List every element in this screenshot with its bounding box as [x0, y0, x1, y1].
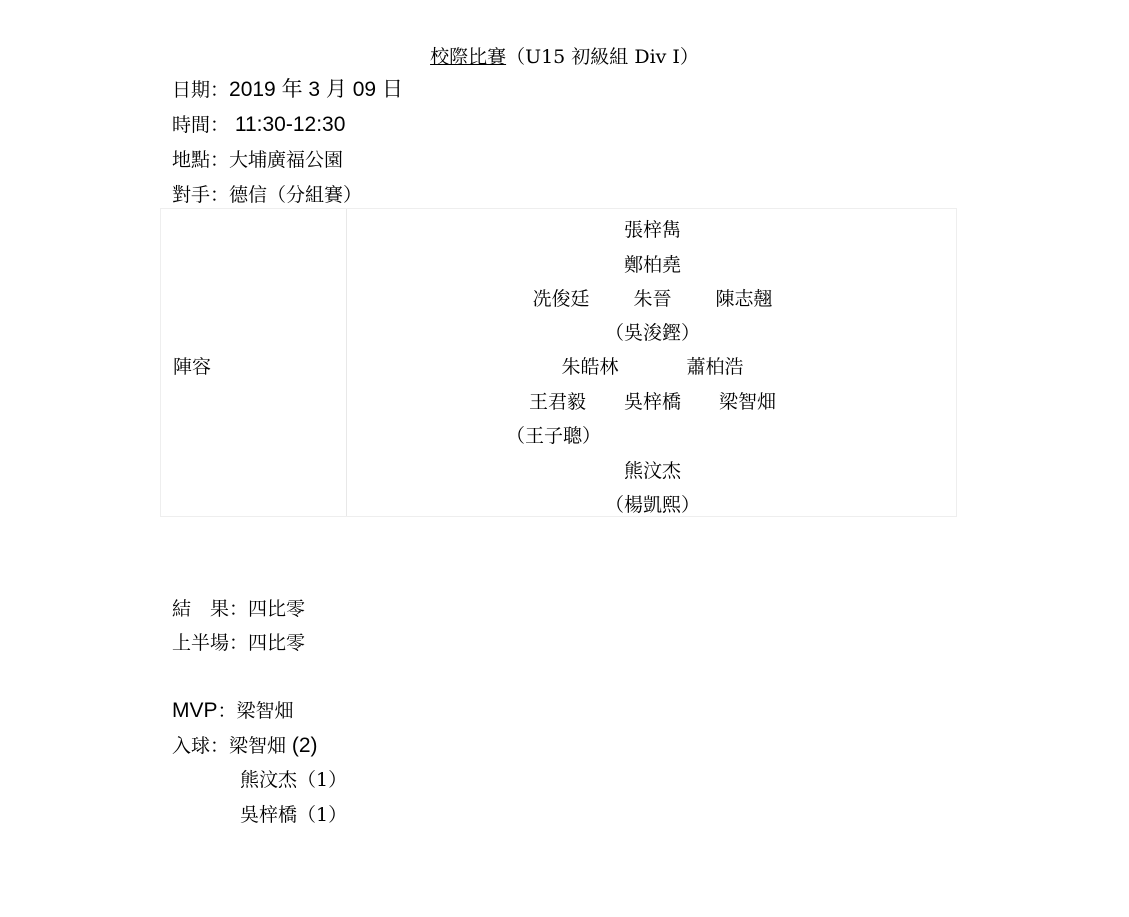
- scorer-count: （1）: [297, 804, 348, 826]
- scorer-count: (2): [286, 734, 318, 757]
- lineup-striker-sub: （楊凱熙）: [604, 494, 700, 516]
- mvp-line: [172, 698, 294, 724]
- final-result-label: 結 果：: [172, 598, 249, 620]
- venue-line: [172, 147, 343, 173]
- lineup-midfield-three-row: [347, 389, 958, 415]
- mvp-label: MVP: [172, 699, 218, 722]
- lineup-defender: 朱晉: [633, 288, 672, 310]
- lineup-defense-sub: （吳浚鏗）: [604, 322, 700, 344]
- opponent-line: [172, 182, 362, 208]
- mvp-value: 梁智畑: [236, 700, 294, 722]
- title-main: 校際比賽: [430, 46, 507, 68]
- half-time-line: [172, 630, 305, 656]
- lineup-defender: 陳志翹: [715, 288, 773, 310]
- date-value: 2019 年 3 月 09 日: [229, 78, 403, 101]
- lineup-midfielder: 王君毅: [528, 391, 586, 413]
- lineup-striker: 熊汶杰: [623, 460, 681, 482]
- date-line: [172, 77, 403, 103]
- final-result-value: 四比零: [248, 598, 306, 620]
- page-title: [0, 44, 1129, 70]
- title-suffix: （U15 初級組 Div I）: [506, 46, 699, 68]
- lineup-midfield-pair-row: [347, 354, 958, 380]
- lineup-midfielder: 梁智畑: [719, 391, 777, 413]
- scorer-name: 熊汶杰: [240, 769, 298, 791]
- lineup-defenders-row: [347, 286, 958, 312]
- lineup-sweeper: 鄭柏堯: [623, 254, 681, 276]
- lineup-midfielder: 朱皓林: [561, 356, 619, 378]
- half-time-label: 上半場：: [172, 632, 249, 654]
- lineup-midfielder: 吳梓橋: [623, 391, 681, 413]
- lineup-midfielder: 蕭柏浩: [686, 356, 744, 378]
- scorer-line: [240, 767, 347, 793]
- lineup-goalkeeper: 張梓雋: [623, 219, 681, 241]
- venue-label: 地點：: [172, 149, 230, 171]
- final-result-line: [172, 596, 305, 622]
- time-label: 時間：: [172, 114, 230, 136]
- date-label: 日期：: [172, 79, 230, 101]
- opponent-value: 德信（分組賽）: [229, 184, 363, 206]
- opponent-label: 對手：: [172, 184, 230, 206]
- scorer-name: 吳梓橋: [240, 804, 298, 826]
- lineup-table: [160, 208, 957, 517]
- lineup-label: 陣容: [173, 356, 212, 378]
- lineup-midfield-sub: （王子聰）: [506, 425, 602, 447]
- half-time-value: 四比零: [248, 632, 306, 654]
- time-line: [172, 112, 345, 138]
- mvp-separator: ：: [217, 700, 237, 722]
- lineup-defender: 冼俊廷: [532, 288, 590, 310]
- scorer-count: （1）: [297, 769, 348, 791]
- scorer-name: 梁智畑: [229, 735, 287, 757]
- venue-value: 大埔廣福公園: [229, 149, 344, 171]
- goals-line: [172, 733, 318, 759]
- time-value: 11:30-12:30: [229, 113, 346, 136]
- goals-label: 入球：: [172, 735, 230, 757]
- scorer-line: [240, 802, 347, 828]
